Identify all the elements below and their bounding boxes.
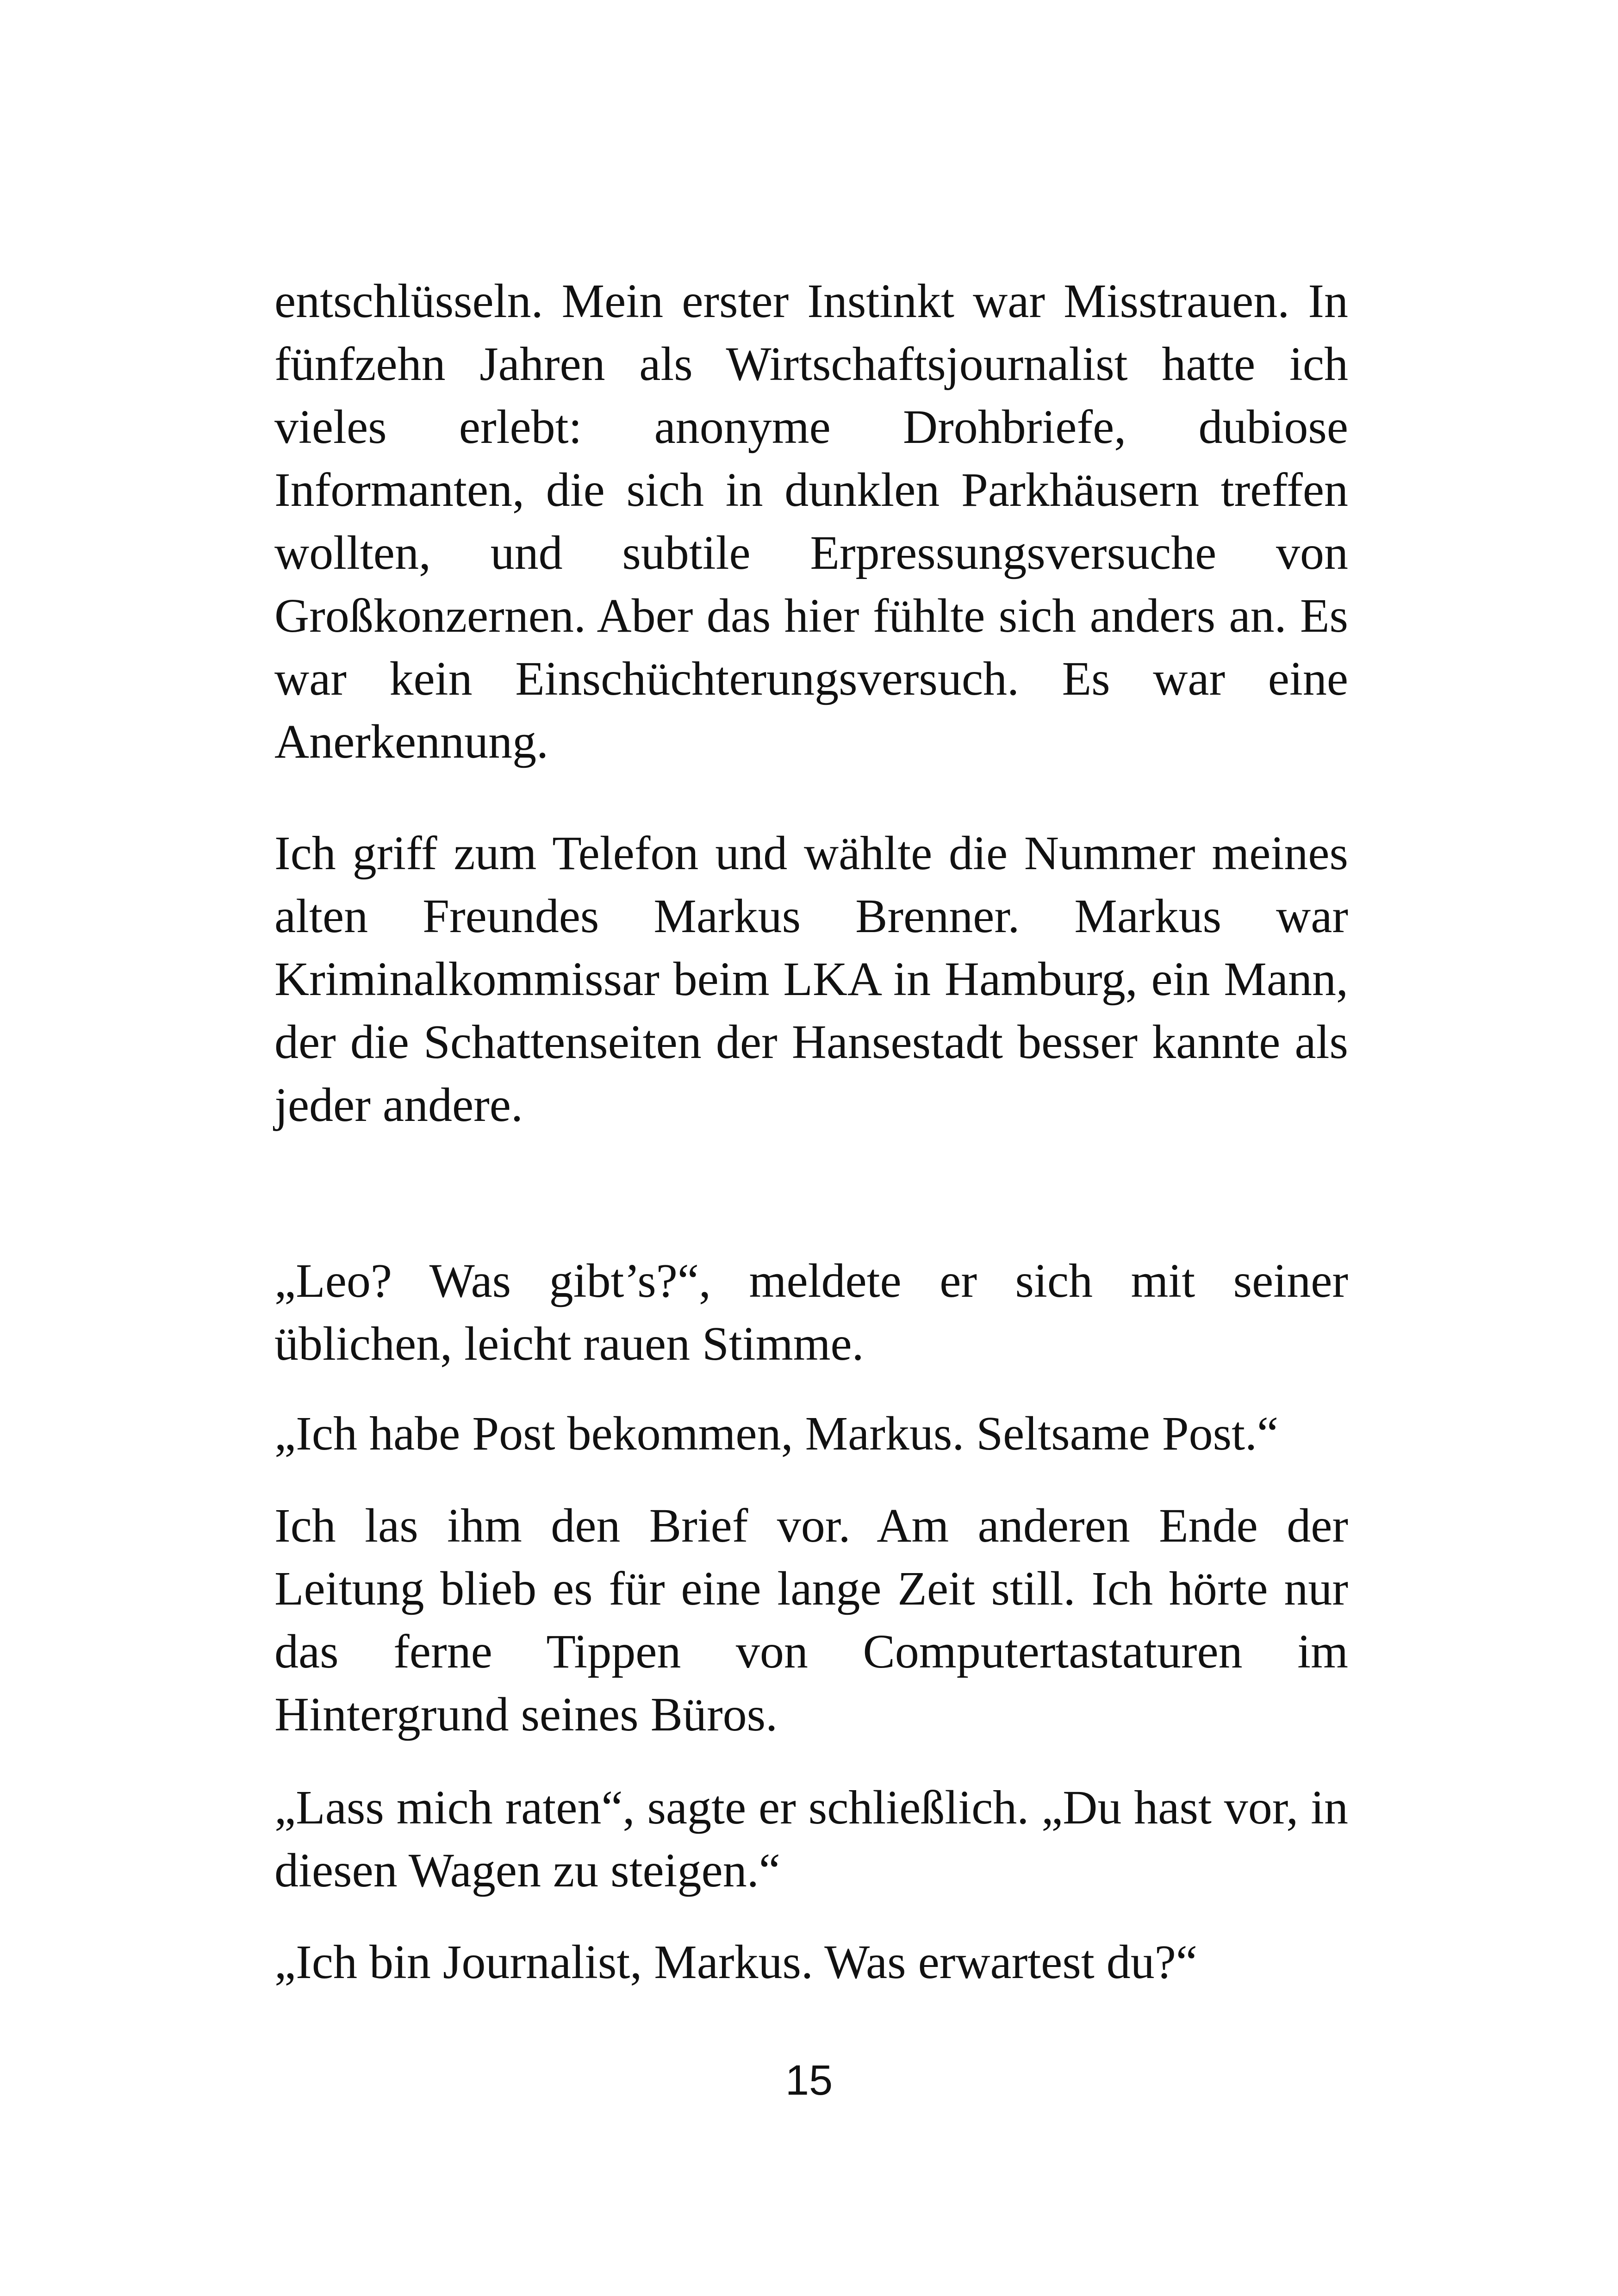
paragraph-text: „Ich bin Journalist, Markus. Was erwartest du?“ bbox=[274, 1935, 1198, 1989]
paragraph-text: entschlüsseln. Mein erster Instinkt war Misstrauen. In fünfzehn Jahren als Wirtschaftsjournalist hatte ich vieles erlebt: anonyme Drohbriefe, dubiose Informanten, die sich in dunklen Parkhäusern treffen wollten, und subtile Erpressungsversuche von Großkonzernen. Aber das hier fühlte sich anders an. Es war kein Einschüchterungsversuch. Es war eine Anerkennung. bbox=[274, 274, 1348, 768]
paragraph-1 bbox=[274, 270, 1348, 773]
paragraph-text: „Lass mich raten“, sagte er schließlich. „Du hast vor, in diesen Wagen zu steigen.“ bbox=[274, 1781, 1348, 1897]
paragraph-4 bbox=[274, 1402, 1348, 1465]
paragraph-text: Ich griff zum Telefon und wählte die Nummer meines alten Freundes Markus Brenner. Markus war Kriminalkommissar beim LKA in Hamburg, ein Mann, der die Schattenseiten der Hansestadt besser kannte als jeder andere. bbox=[274, 827, 1348, 1132]
paragraph-5 bbox=[274, 1494, 1348, 1746]
paragraph-text: „Ich habe Post bekommen, Markus. Seltsame Post.“ bbox=[274, 1407, 1279, 1460]
page-number: 15 bbox=[785, 2057, 833, 2104]
paragraph-7 bbox=[274, 1931, 1348, 1994]
paragraph-3 bbox=[274, 1250, 1348, 1375]
paragraph-6 bbox=[274, 1776, 1348, 1902]
paragraph-text: „Leo? Was gibt’s?“, meldete er sich mit seiner üblichen, leicht rauen Stimme. bbox=[274, 1254, 1348, 1370]
paragraph-2 bbox=[274, 822, 1348, 1137]
paragraph-text: Ich las ihm den Brief vor. Am anderen Ende der Leitung blieb es für eine lange Zeit still. Ich hörte nur das ferne Tippen von Computertastaturen im Hintergrund seines Büros. bbox=[274, 1499, 1348, 1741]
